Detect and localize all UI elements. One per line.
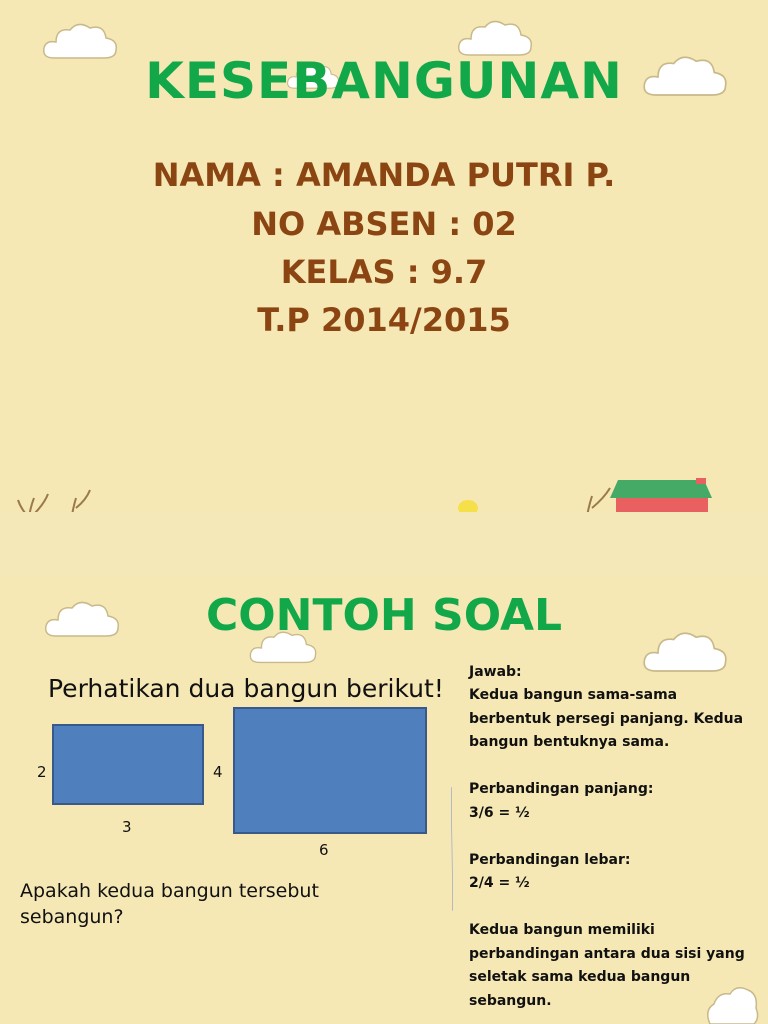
answer-lines	[469, 684, 749, 1013]
answer-line: Perbandingan panjang:	[469, 781, 654, 797]
answer-line: berbentuk persegi panjang. Kedua	[469, 710, 744, 727]
answer-line: perbandingan antara dua sisi yang	[469, 945, 745, 962]
answer-gap	[469, 896, 749, 920]
slide-title: CONTOH SOAL	[205, 590, 563, 641]
answer-line: 3/6 = ½	[469, 804, 530, 821]
answer-line: Kedua bangun memiliki	[469, 922, 655, 938]
small-rect-width: 3	[122, 818, 132, 836]
large-rect-height: 4	[213, 763, 223, 781]
example-slide	[0, 576, 768, 1024]
answer-line: bangun bentuknya sama.	[469, 734, 670, 750]
answer-gap	[469, 825, 749, 849]
large-rectangle	[233, 707, 427, 834]
question-text: Apakah kedua bangun tersebut sebangun?	[20, 880, 319, 928]
cloud-icon	[700, 974, 760, 1024]
answer-line: sebangun.	[469, 992, 552, 1009]
small-rect-height: 2	[37, 763, 47, 781]
answer-line: seletak sama kedua bangun	[469, 969, 691, 985]
slide-title: KESEBANGUNAN	[145, 52, 623, 110]
student-name: NAMA : AMANDA PUTRI P.	[152, 156, 616, 194]
answer-heading: Jawab:	[469, 663, 522, 680]
class-label: KELAS : 9.7	[280, 253, 488, 291]
answer-block	[469, 663, 749, 1013]
absence-number: NO ABSEN : 02	[251, 205, 517, 243]
small-rectangle	[52, 724, 204, 805]
school-year: T.P 2014/2015	[257, 301, 511, 339]
answer-line: 2/4 = ½	[469, 875, 530, 891]
answer-line: Perbandingan lebar:	[469, 851, 631, 868]
answer-gap	[469, 755, 749, 779]
large-rect-width: 6	[319, 841, 329, 859]
landscape-illustration	[0, 478, 768, 512]
answer-line: Kedua bangun sama-sama	[469, 687, 678, 703]
divider-line	[451, 664, 453, 1024]
instruction-text: Perhatikan dua bangun berikut!	[48, 674, 444, 703]
